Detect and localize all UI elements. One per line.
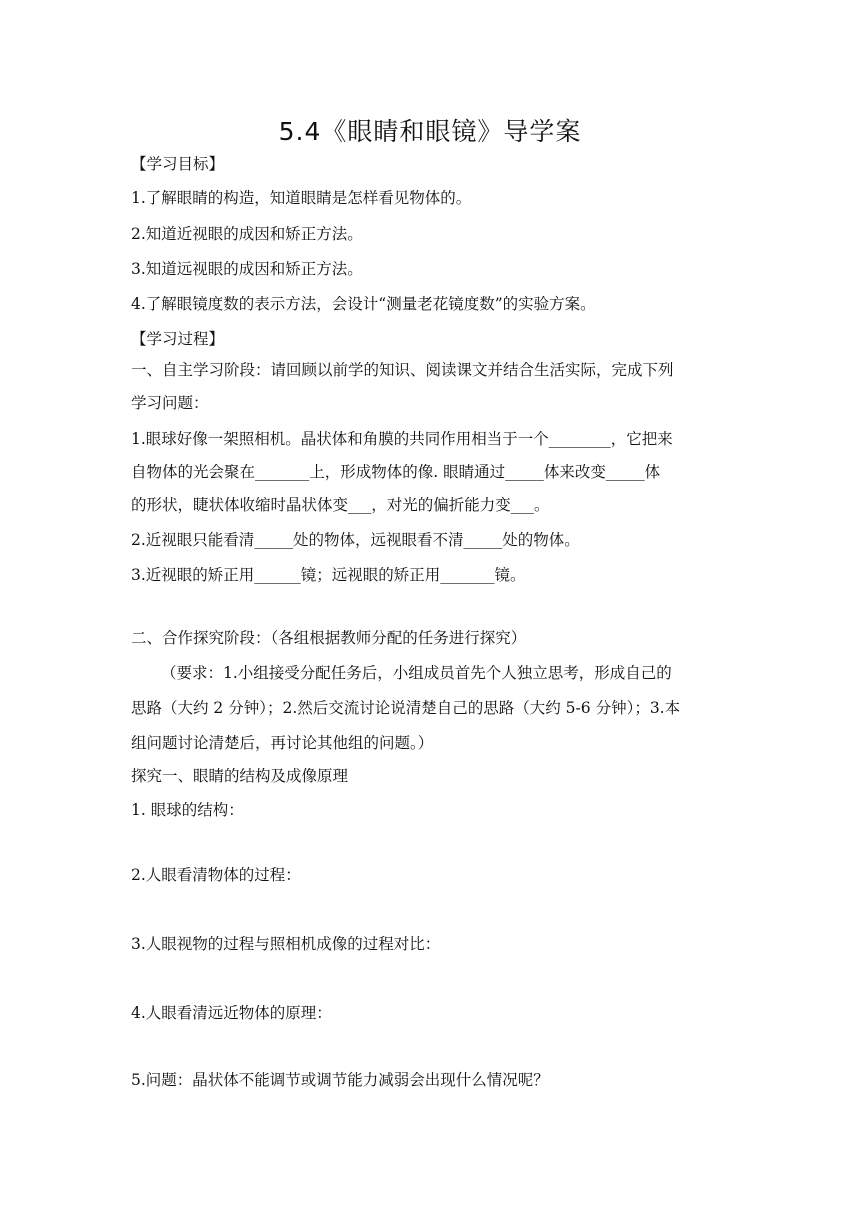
stage2-heading: 二、合作探究阶段：（各组根据教师分配的任务进行探究） [131,629,527,647]
stage1-heading: 一、自主学习阶段：请回顾以前学的知识、阅读课文并结合生活实际，完成下列 [131,361,674,379]
stage1-heading-cont: 学习问题： [131,394,209,412]
stage2-requirements-cont: 思路（大约 2 分钟）；2.然后交流讨论说清楚自己的思路（大约 5-6 分钟）；3.本 [131,699,681,717]
question-1: 1.眼球好像一架照相机。晶状体和角膜的共同作用相当于一个________，它把来 [131,430,673,448]
page-title: 5.4《眼睛和眼镜》导学案 [278,117,582,146]
question-2: 2.近视眼只能看清_____处的物体，远视眼看不清_____处的物体。 [131,531,580,549]
inquiry-item: 5.问题：晶状体不能调节或调节能力减弱会出现什么情况呢？ [131,1071,549,1089]
section-heading-process: 【学习过程】 [131,330,225,348]
question-3: 3.近视眼的矫正用______镜；远视眼的矫正用_______镜。 [131,566,526,584]
objective-item: 1.了解眼睛的构造，知道眼睛是怎样看见物体的。 [131,189,472,207]
question-1-cont: 的形状，睫状体收缩时晶状体变___，对光的偏折能力变___。 [131,496,550,514]
objective-item: 3.知道远视眼的成因和矫正方法。 [131,260,363,278]
inquiry-item: 4.人眼看清远近物体的原理： [131,1004,332,1022]
stage2-requirements-cont: 组问题讨论清楚后，再讨论其他组的问题。） [131,734,434,752]
inquiry-item: 2.人眼看清物体的过程： [131,866,301,884]
inquiry-1-heading: 探究一、眼睛的结构及成像原理 [131,767,349,785]
section-heading-objectives: 【学习目标】 [131,155,225,173]
stage2-requirements: （要求：1.小组接受分配任务后，小组成员首先个人独立思考，形成自己的 [161,664,672,682]
inquiry-item: 3.人眼视物的过程与照相机成像的过程对比： [131,935,441,953]
inquiry-item: 1. 眼球的结构： [131,801,244,819]
objective-item: 4.了解眼镜度数的表示方法，会设计“测量老花镜度数”的实验方案。 [131,295,596,313]
objective-item: 2.知道近视眼的成因和矫正方法。 [131,225,363,243]
question-1-cont: 自物体的光会聚在_______上，形成物体的像. 眼睛通过_____体来改变_____体 [131,463,661,481]
